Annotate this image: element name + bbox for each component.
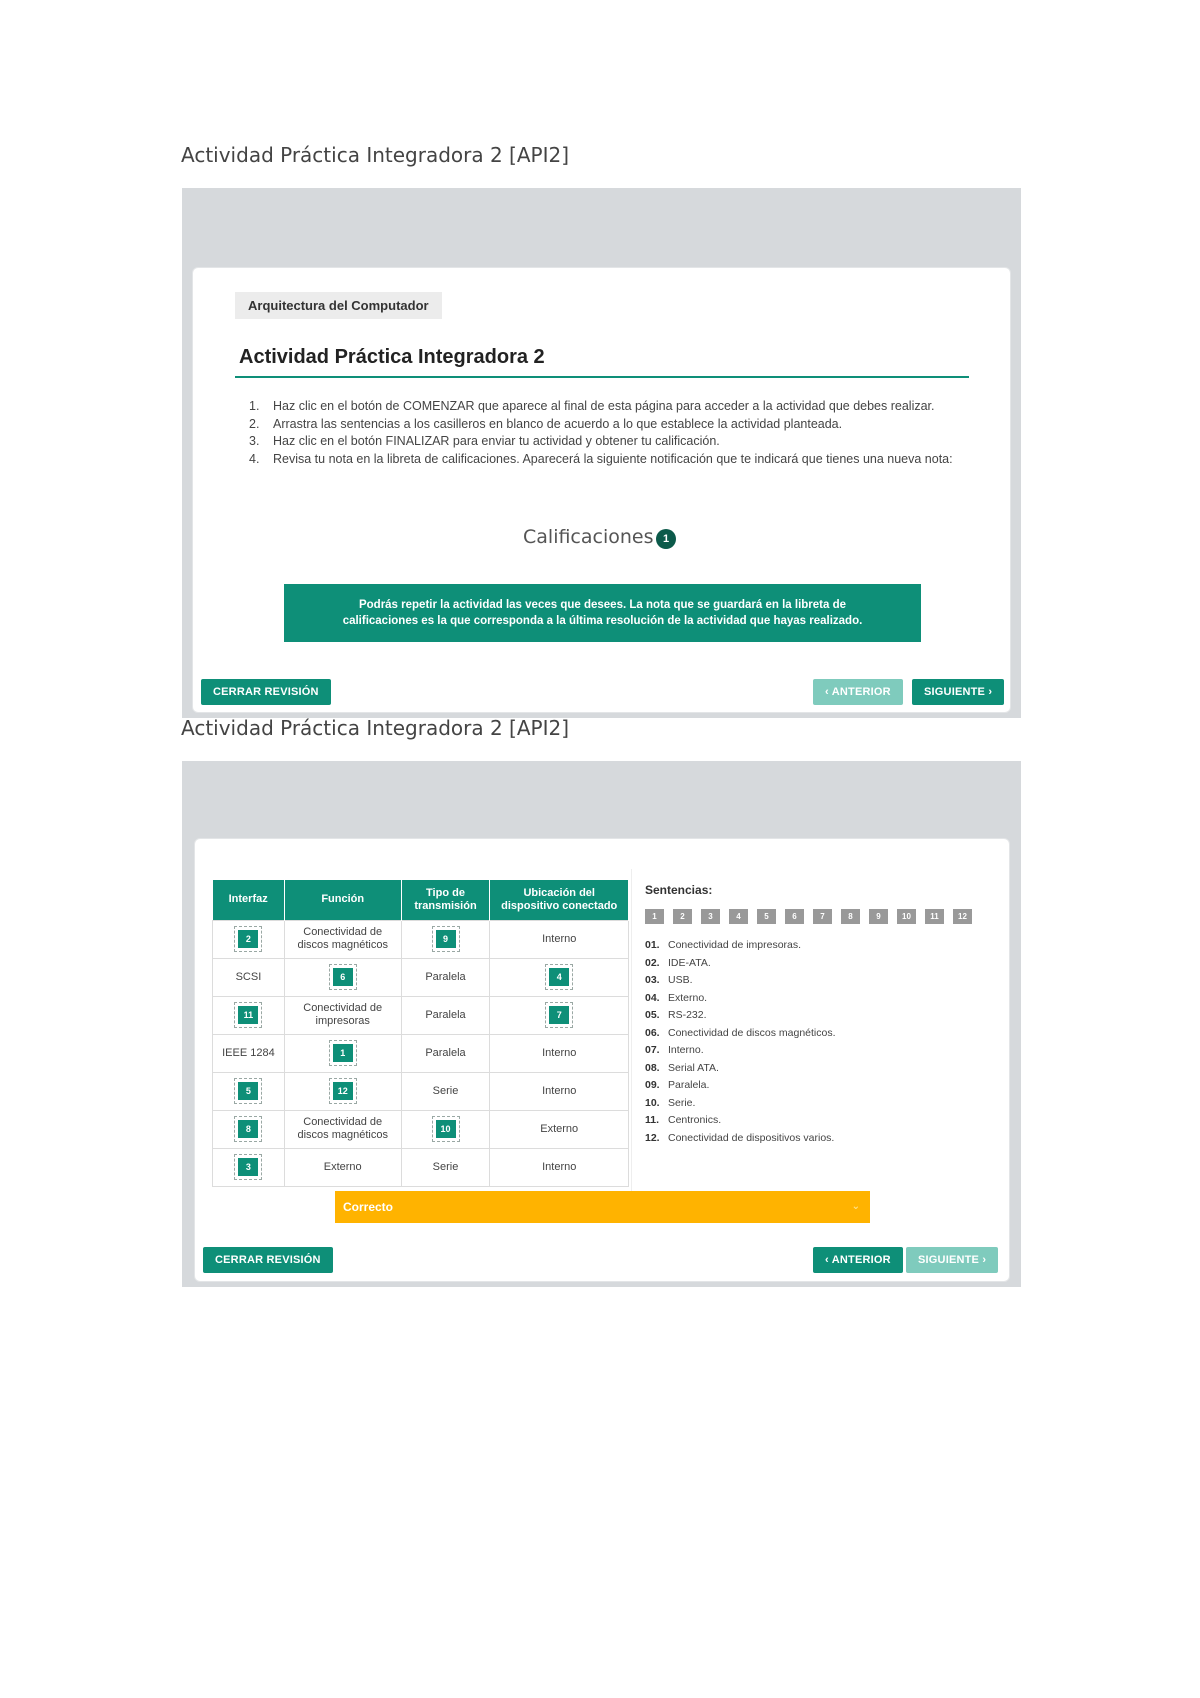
list-item: 02. IDE-ATA. — [645, 956, 711, 969]
sentence-chip[interactable]: 4 — [729, 909, 748, 924]
table-row — [213, 920, 629, 958]
header-interfaz: Interfaz — [213, 880, 285, 920]
document-heading: Actividad Práctica Integradora 2 [API2] — [181, 716, 570, 740]
cell-funcion: Conectividad de discos magnéticos — [284, 1110, 401, 1148]
header-tipo: Tipo de transmisión — [401, 880, 490, 920]
instruction-item — [249, 398, 969, 416]
cell-funcion: Conectividad de impresoras — [284, 996, 401, 1034]
info-notice — [284, 584, 921, 642]
drop-slot[interactable] — [234, 1116, 262, 1142]
cell-ubicacion: Interno — [490, 1034, 629, 1072]
activity-title: Actividad Práctica Integradora 2 — [239, 346, 545, 368]
answer-chip[interactable]: 11 — [238, 1006, 258, 1024]
list-item: 04. Externo. — [645, 991, 708, 1004]
instruction-text: Arrastra las sentencias a los casilleros en blanco de acuerdo a lo que establece la actividad planteada. — [273, 416, 843, 431]
feedback-label: Correcto — [343, 1200, 394, 1214]
cell-funcion: Externo — [284, 1148, 401, 1186]
chevron-left-icon: ‹ — [825, 1254, 829, 1266]
sentence-chip[interactable]: 5 — [757, 909, 776, 924]
close-review-button[interactable]: CERRAR REVISIÓN — [203, 1247, 333, 1273]
sentence-chip[interactable]: 7 — [813, 909, 832, 924]
table-row — [213, 1148, 629, 1186]
drop-slot[interactable] — [545, 964, 573, 990]
previous-label: ANTERIOR — [831, 686, 891, 698]
previous-label: ANTERIOR — [831, 1254, 891, 1266]
list-item: 01. Conectividad de impresoras. — [645, 939, 802, 951]
document-heading: Actividad Práctica Integradora 2 [API2] — [181, 143, 570, 167]
cell-ubicacion: Externo — [490, 1110, 629, 1148]
answer-chip[interactable]: 12 — [333, 1082, 353, 1100]
sentence-chip[interactable]: 12 — [953, 909, 972, 924]
sentence-chip[interactable]: 9 — [869, 909, 888, 924]
drop-slot[interactable] — [329, 1040, 357, 1066]
instruction-item — [249, 416, 969, 434]
previous-button[interactable] — [813, 1247, 903, 1273]
cell-funcion: Conectividad de discos magnéticos — [284, 920, 401, 958]
header-funcion: Función — [284, 880, 401, 920]
drop-slot[interactable] — [432, 1116, 460, 1142]
sentence-chip-bank — [645, 909, 972, 924]
chevron-left-icon: ‹ — [825, 686, 829, 698]
sentence-chip[interactable]: 11 — [925, 909, 944, 924]
cell-tipo: Paralela — [401, 958, 490, 996]
intro-card — [192, 267, 1011, 713]
column-divider — [631, 869, 632, 1209]
cell-ubicacion: Interno — [490, 1072, 629, 1110]
sentence-chip[interactable]: 8 — [841, 909, 860, 924]
next-button[interactable] — [912, 679, 1004, 705]
chevron-right-icon: › — [988, 686, 993, 698]
cell-ubicacion: Interno — [490, 920, 629, 958]
answer-chip[interactable]: 4 — [549, 968, 569, 986]
chevron-down-icon: ⌄ — [851, 1201, 860, 1212]
drop-slot[interactable] — [234, 1002, 262, 1028]
drop-slot[interactable] — [234, 1078, 262, 1104]
drop-slot[interactable] — [329, 964, 357, 990]
answer-chip[interactable]: 8 — [238, 1120, 258, 1138]
answer-chip[interactable]: 6 — [333, 968, 353, 986]
cell-interfaz: SCSI — [213, 958, 285, 996]
sentence-chip[interactable]: 10 — [897, 909, 916, 924]
sentences-title: Sentencias: — [645, 883, 713, 897]
instruction-text: Haz clic en el botón FINALIZAR para enviar tu actividad y obtener tu calificación. — [273, 434, 720, 448]
notice-line: calificaciones es la que corresponda a la última resolución de la actividad que hayas realizado. — [342, 615, 863, 627]
answer-chip[interactable]: 1 — [333, 1044, 353, 1062]
answer-chip[interactable]: 10 — [436, 1120, 456, 1138]
instruction-number: 1. — [249, 399, 260, 413]
table-row — [213, 1110, 629, 1148]
instructions-list — [249, 398, 969, 468]
instruction-text: Revisa tu nota en la libreta de calificaciones. Aparecerá la siguiente notificación que te indicará que tienes una nueva nota: — [273, 451, 953, 466]
sentence-chip[interactable]: 6 — [785, 909, 804, 924]
cell-tipo: Serie — [401, 1148, 490, 1186]
drop-slot[interactable] — [545, 1002, 573, 1028]
next-label: SIGUIENTE — [918, 1254, 980, 1266]
answer-chip[interactable]: 9 — [436, 930, 456, 948]
list-item: 06. Conectividad de discos magnéticos. — [645, 1026, 836, 1039]
instruction-item — [249, 451, 969, 469]
title-divider — [235, 376, 969, 378]
list-item: 05. RS-232. — [645, 1009, 707, 1021]
table-row — [213, 1072, 629, 1110]
calificaciones-label: Calificaciones — [523, 526, 654, 548]
list-item: 11. Centronics. — [645, 1114, 722, 1126]
list-item: 09. Paralela. — [645, 1079, 710, 1091]
drop-slot[interactable] — [432, 926, 460, 952]
instruction-number: 2. — [249, 416, 260, 431]
answer-chip[interactable]: 3 — [238, 1158, 258, 1176]
answer-chip[interactable]: 2 — [238, 930, 258, 948]
course-tag: Arquitectura del Computador — [235, 292, 442, 319]
answer-chip[interactable]: 7 — [549, 1006, 569, 1024]
list-item: 07. Interno. — [645, 1044, 704, 1056]
feedback-bar[interactable] — [335, 1191, 870, 1223]
answer-chip[interactable]: 5 — [238, 1082, 258, 1100]
close-review-button[interactable]: CERRAR REVISIÓN — [201, 679, 331, 705]
header-ubicacion: Ubicación del dispositivo conectado — [490, 880, 629, 920]
list-item: 08. Serial ATA. — [645, 1061, 719, 1074]
next-label: SIGUIENTE — [924, 686, 986, 698]
cell-interfaz: IEEE 1284 — [213, 1034, 285, 1072]
sentence-chip[interactable]: 2 — [673, 909, 692, 924]
list-item: 03. USB. — [645, 974, 693, 986]
instruction-text: Haz clic en el botón de COMENZAR que aparece al final de esta página para acceder a la actividad que debes realizar. — [273, 399, 935, 413]
notice-line: Podrás repetir la actividad las veces que desees. La nota que se guardará en la libreta de — [358, 599, 847, 611]
screenshot-intro — [182, 188, 1021, 718]
cell-ubicacion: Interno — [490, 1148, 629, 1186]
sentence-chip[interactable]: 1 — [645, 909, 664, 924]
list-item: 12. Conectividad de dispositivos varios. — [645, 1131, 835, 1144]
previous-button[interactable] — [813, 679, 903, 705]
notification-badge: 1 — [656, 529, 676, 549]
chevron-right-icon: › — [982, 1254, 987, 1266]
table-row — [213, 958, 629, 996]
table-row — [213, 996, 629, 1034]
table-row — [213, 1034, 629, 1072]
drop-slot[interactable] — [329, 1078, 357, 1104]
cell-tipo: Serie — [401, 1072, 490, 1110]
screenshot-activity — [182, 761, 1021, 1287]
next-button[interactable] — [906, 1247, 998, 1273]
cell-tipo: Paralela — [401, 996, 490, 1034]
drop-slot[interactable] — [234, 926, 262, 952]
instruction-item — [249, 433, 969, 451]
activity-card — [194, 838, 1010, 1282]
cell-tipo: Paralela — [401, 1034, 490, 1072]
interface-table — [212, 880, 629, 1187]
sentences-list — [645, 937, 836, 1147]
sentence-chip[interactable]: 3 — [701, 909, 720, 924]
table-header-row — [213, 880, 629, 920]
drop-slot[interactable] — [234, 1154, 262, 1180]
list-item: 10. Serie. — [645, 1096, 696, 1109]
instruction-number: 4. — [249, 451, 260, 466]
instruction-number: 3. — [249, 434, 260, 448]
